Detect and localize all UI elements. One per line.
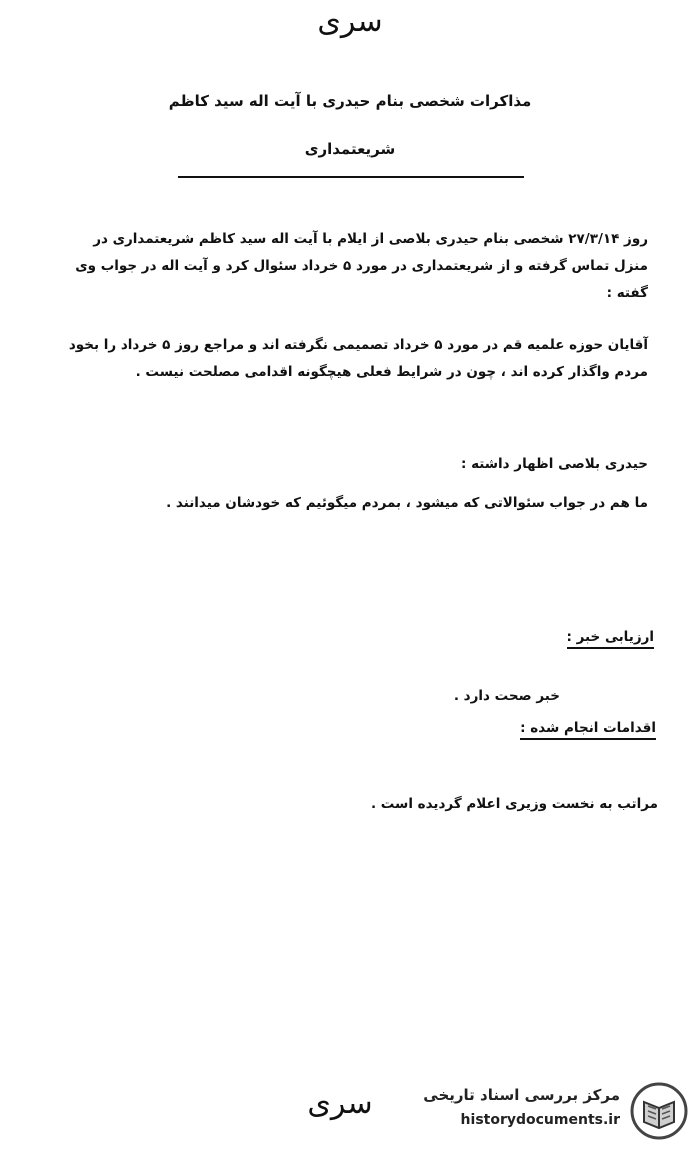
body-paragraph-1: روز ۲۷/۳/۱۴ شخصی بنام حیدری بلاصی از ایلام با آیت اله سید کاظم شریعتمداری در منزل تماس گرفته و از شریعتمداری در مورد ۵ خرداد سئوال کرد و آیت اله در جواب وی گفته : [75,231,648,301]
watermark-title: مرکز بررسی اسناد تاریخی [423,1086,620,1104]
evaluation-text: خبر صحت دارد . [453,688,560,704]
evaluation-heading: ارزیابی خبر : [567,629,654,649]
body-paragraph-2: آقایان حوزه علمیه قم در مورد ۵ خرداد تصمیمی نگرفته اند و مراجع روز ۵ خرداد را بخود مردم واگذار کرده اند ، چون در شرایط فعلی هیچگونه اقدامی مصلحت نیست . [68,337,648,380]
subject-line-1: مذاکرات شخصی بنام حیدری با آیت اله سید کاظم [168,92,532,110]
subject-line-2: شریعتمداری [304,140,396,158]
title-divider [178,176,524,178]
book-emblem-icon [630,1082,688,1140]
actions-heading: اقدامات انجام شده : [520,720,656,740]
reply-paragraph: ما هم در جواب سئوالاتی که میشود ، بمردم میگوئیم که خودشان میدانند . [166,495,648,511]
speaker-line: حیدری بلاصی اظهار داشته : [460,456,648,472]
watermark-url: historydocuments.ir [460,1112,620,1128]
classification-bottom: سری [307,1086,373,1121]
actions-text: مراتب به نخست وزیری اعلام گردیده است . [370,796,658,812]
watermark [423,1080,696,1144]
classification-top: سری [317,4,383,39]
